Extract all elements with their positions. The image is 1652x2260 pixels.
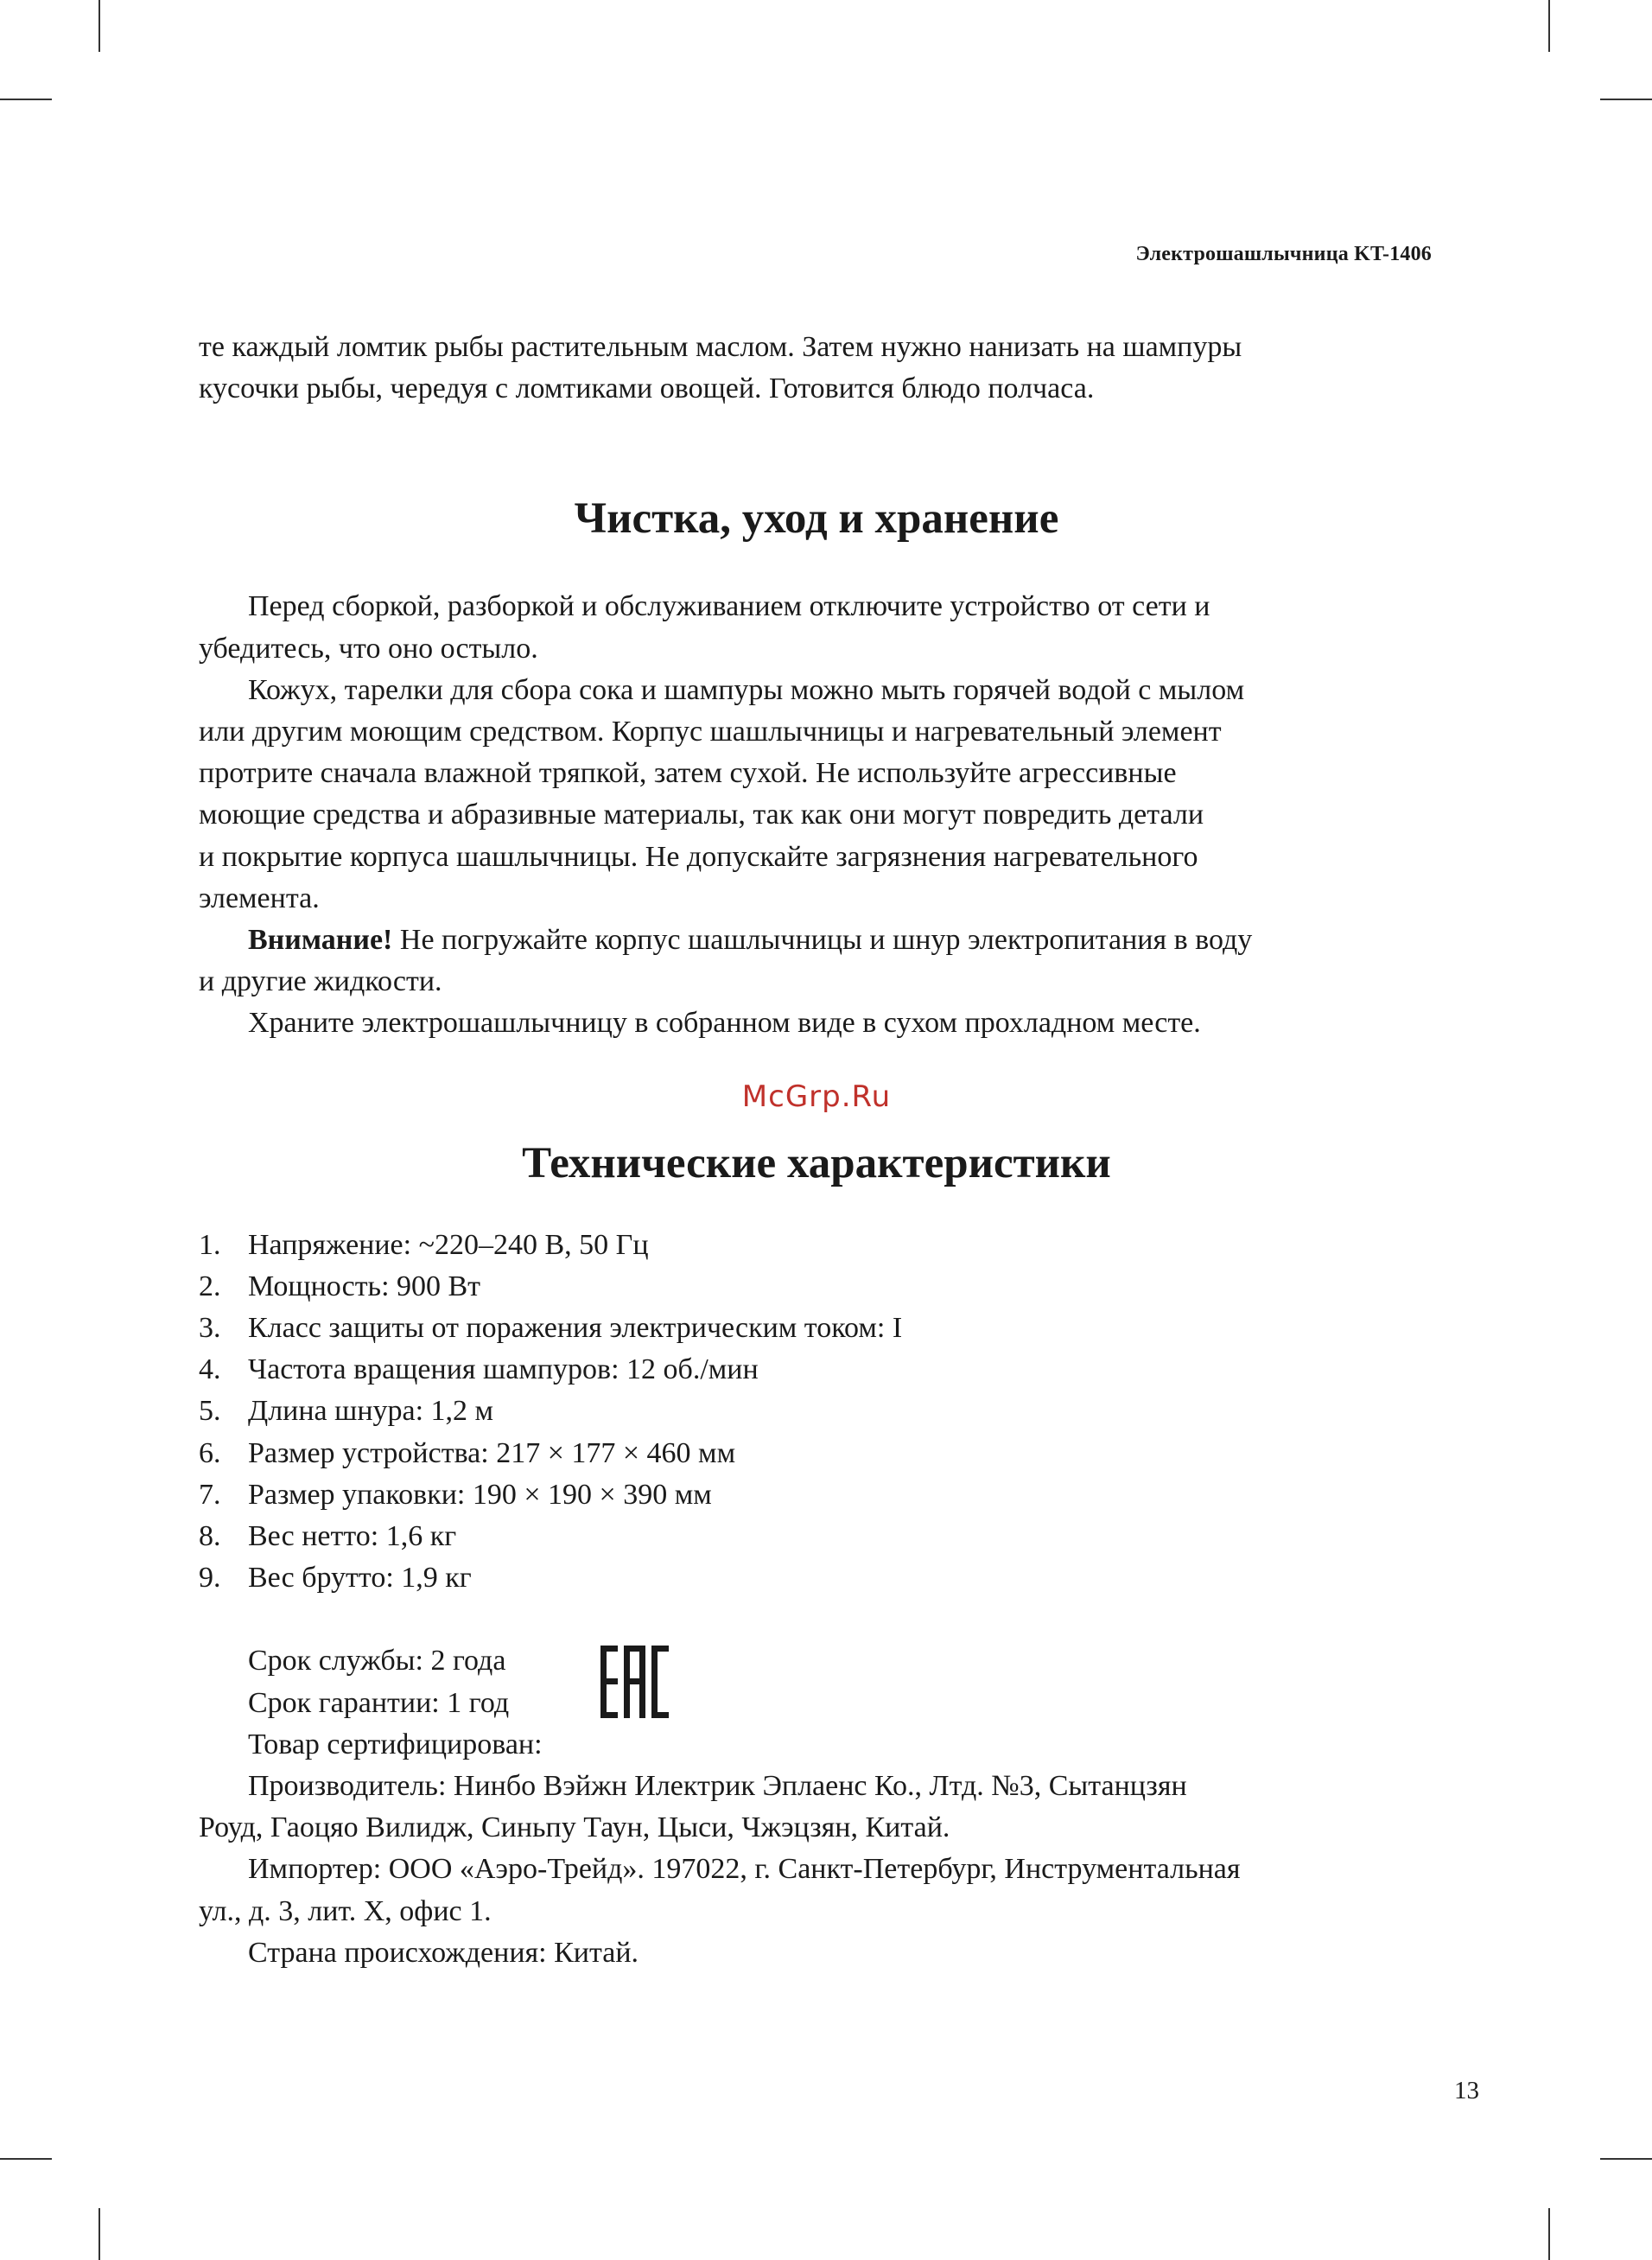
care-paragraph-line: и покрытие корпуса шашлычницы. Не допускайте загрязнения нагревательного: [199, 840, 1198, 873]
spec-text: Размер устройства: 217 × 177 × 460 мм: [248, 1436, 736, 1469]
crop-mark: [1600, 2158, 1652, 2160]
country-of-origin: Страна происхождения: Китай.: [248, 1936, 639, 1969]
running-header: Электрошашлычница KT-1406: [1135, 243, 1432, 265]
care-paragraph-line: Перед сборкой, разборкой и обслуживанием отключите устройство от сети и: [248, 590, 1210, 623]
spec-text: Напряжение: ~220–240 В, 50 Гц: [248, 1228, 649, 1261]
spec-text: Вес брутто: 1,9 кг: [248, 1562, 472, 1595]
service-life: Срок службы: 2 года: [248, 1645, 506, 1677]
page-content: [199, 327, 1434, 1974]
care-paragraph-line: убедитесь, что оно остыло.: [199, 632, 538, 665]
crop-mark: [1600, 99, 1652, 100]
spec-item: [199, 1516, 1434, 1557]
warning-label: Внимание!: [248, 924, 393, 957]
crop-mark: [0, 99, 52, 100]
spec-item: [199, 1308, 1434, 1349]
care-paragraph-line: или другим моющим средством. Корпус шашлычницы и нагревательный элемент: [199, 716, 1222, 748]
page-number: 13: [1454, 2077, 1479, 2104]
crop-mark: [1548, 0, 1550, 52]
product-info: [199, 1640, 1434, 1974]
spec-text: Длина шнура: 1,2 м: [248, 1395, 494, 1428]
crop-mark: [98, 2208, 100, 2260]
watermark: McGrp.Ru: [741, 1079, 892, 1114]
manufacturer-line: Производитель: Нинбо Вэйжн Илектрик Эплаенс Ко., Лтд. №3, Сытанцзян: [248, 1769, 1187, 1802]
care-paragraph-line: протрите сначала влажной тряпкой, затем сухой. Не используйте агрессивные: [199, 757, 1177, 790]
spec-text: Класс защиты от поражения электрическим током: I: [248, 1312, 903, 1345]
spec-text: Размер упаковки: 190 × 190 × 390 мм: [248, 1478, 712, 1511]
section-title-specs: Технические характеристики: [522, 1138, 1111, 1187]
spec-item: [199, 1557, 1434, 1599]
eac-logo: [600, 1646, 670, 1718]
spec-item: [199, 1433, 1434, 1474]
warning-paragraph: [199, 920, 1434, 961]
care-paragraph-line: элемента.: [199, 882, 320, 914]
spec-item: [199, 1391, 1434, 1432]
care-paragraph-line: моющие средства и абразивные материалы, так как они могут повредить детали: [199, 799, 1204, 831]
spec-number: 8.: [199, 1519, 221, 1552]
spec-number: 5.: [199, 1395, 221, 1428]
crop-mark: [98, 0, 100, 52]
spec-number: 9.: [199, 1562, 221, 1595]
spec-number: 1.: [199, 1228, 221, 1261]
spec-item: [199, 1225, 1434, 1266]
crop-mark: [0, 2158, 52, 2160]
spec-item: [199, 1266, 1434, 1308]
spec-number: 7.: [199, 1478, 221, 1511]
spec-text: Вес нетто: 1,6 кг: [248, 1519, 457, 1552]
spec-number: 6.: [199, 1436, 221, 1469]
spec-text: Мощность: 900 Вт: [248, 1270, 481, 1302]
section-title-care: Чистка, уход и хранение: [574, 494, 1059, 544]
care-paragraph-line: Кожух, тарелки для сбора сока и шампуры можно мыть горячей водой с мылом: [248, 673, 1245, 706]
spec-list: [199, 1225, 1434, 1600]
warning-text: Не погружайте корпус шашлычницы и шнур электропитания в воду: [392, 924, 1253, 957]
spec-number: 4.: [199, 1353, 221, 1386]
crop-mark: [1548, 2208, 1550, 2260]
spec-text: Частота вращения шампуров: 12 об./мин: [248, 1353, 759, 1386]
importer-line: ул., д. 3, лит. Х, офис 1.: [199, 1894, 492, 1927]
spec-number: 3.: [199, 1312, 221, 1345]
importer-line: Импортер: ООО «Аэро-Трейд». 197022, г. Санкт-Петербург, Инструментальная: [248, 1853, 1241, 1886]
spec-number: 2.: [199, 1270, 221, 1302]
spec-item: [199, 1474, 1434, 1516]
manufacturer-line: Роуд, Гаоцяо Вилидж, Синьпу Таун, Цыси, Чжэцзян, Китай.: [199, 1811, 950, 1844]
intro-line: те каждый ломтик рыбы растительным маслом. Затем нужно нанизать на шампуры: [199, 331, 1242, 363]
spec-item: [199, 1349, 1434, 1391]
warning-paragraph-line: и другие жидкости.: [199, 965, 442, 998]
warranty: Срок гарантии: 1 год: [248, 1686, 510, 1719]
intro-line: кусочки рыбы, чередуя с ломтиками овощей. Готовится блюдо полчаса.: [199, 372, 1095, 405]
certification-line: Товар сертифицирован:: [248, 1728, 543, 1760]
storage-paragraph: Храните электрошашлычницу в собранном виде в сухом прохладном месте.: [248, 1007, 1201, 1040]
